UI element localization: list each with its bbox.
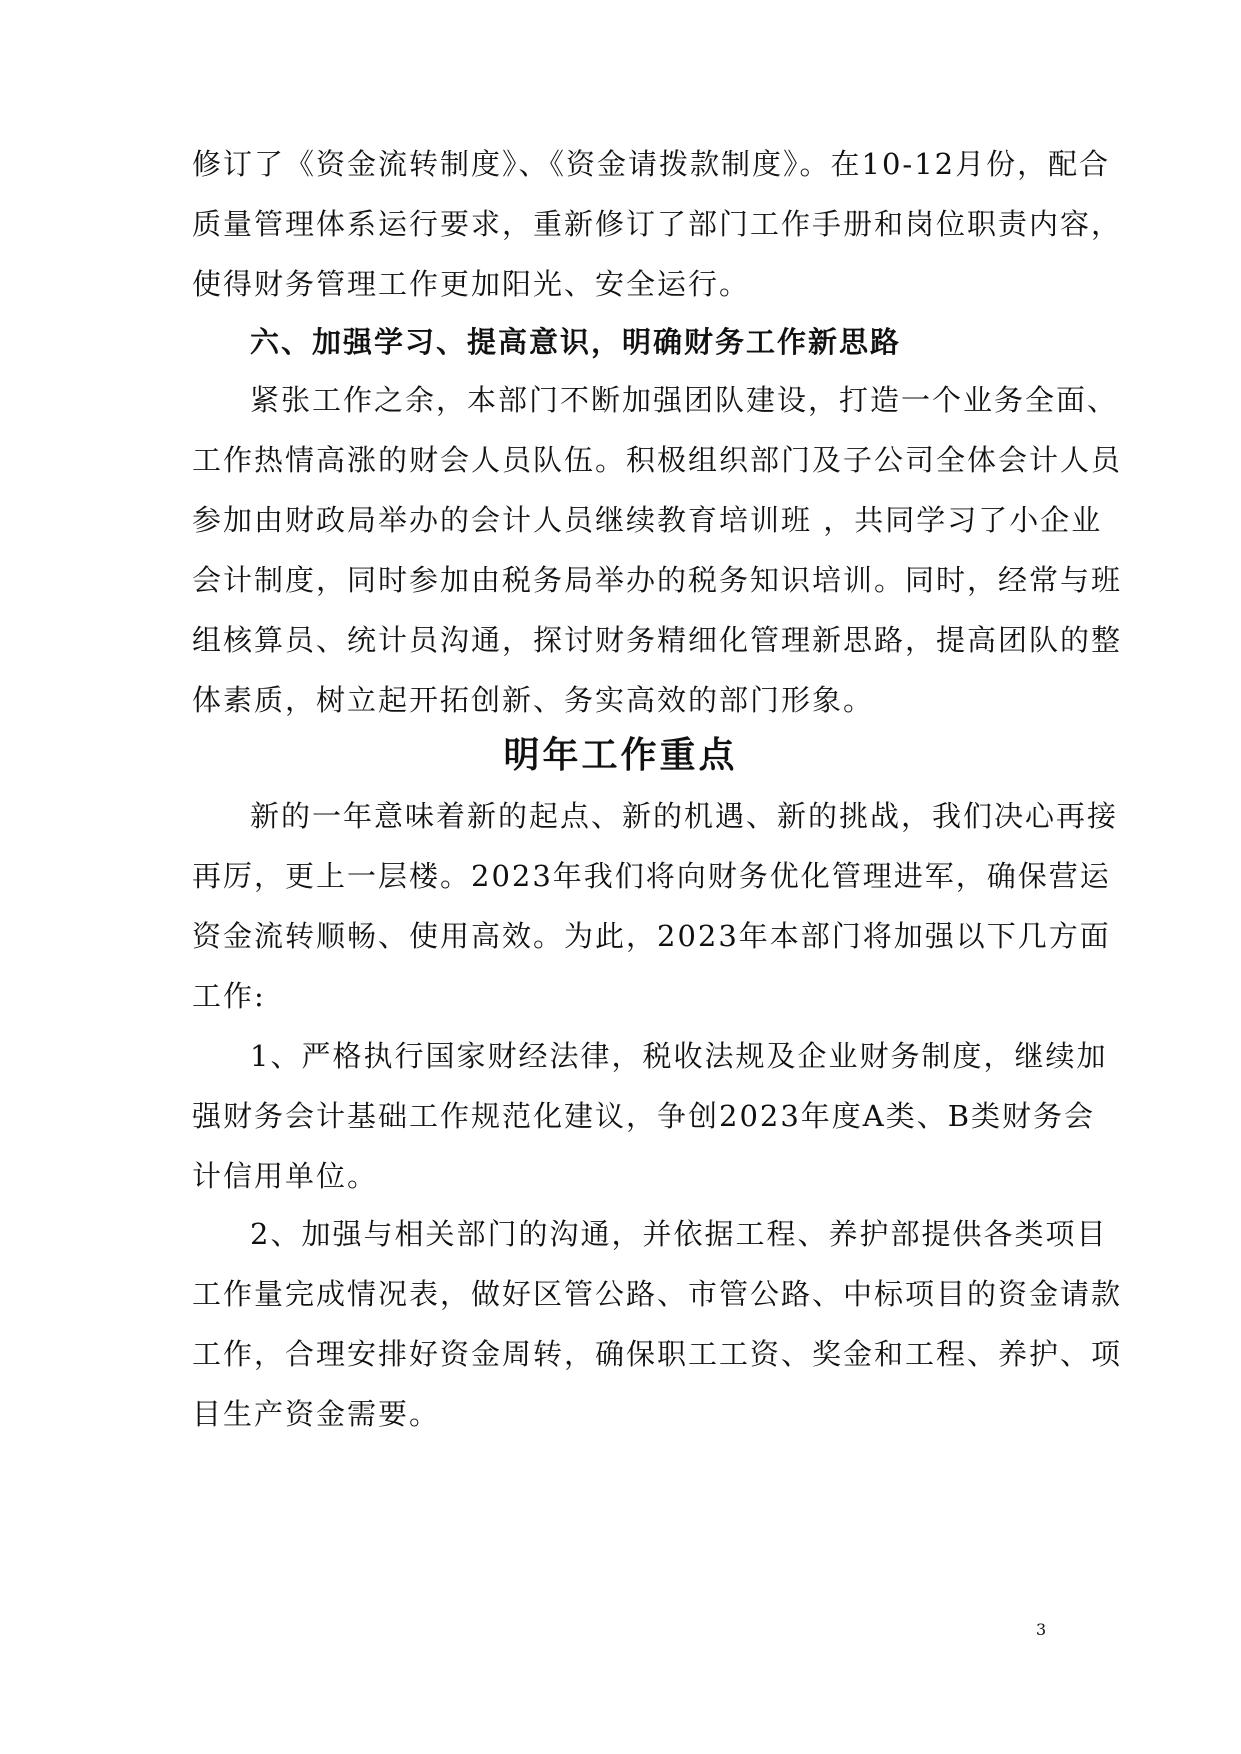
section-heading: 六、加强学习、提高意识，明确财务工作新思路 — [250, 325, 902, 359]
text-line: 工作量完成情况表，做好区管公路、市管公路、中标项目的资金请款 — [192, 1277, 1123, 1311]
text-line: 修订了《资金流转制度》、《资金请拨款制度》。在10-12月份，配合 — [192, 147, 1111, 181]
text-line: 计信用单位。 — [192, 1159, 379, 1193]
text-line: 参加由财政局举办的会计人员继续教育培训班 ，共同学习了小企业 — [192, 503, 1103, 537]
page-number: 3 — [1036, 1620, 1047, 1639]
text-line: 紧张工作之余，本部门不断加强团队建设，打造一个业务全面、 — [250, 383, 1119, 417]
text-line: 使得财务管理工作更加阳光、安全运行。 — [192, 267, 751, 301]
text-line: 目生产资金需要。 — [192, 1397, 441, 1431]
text-line: 工作: — [192, 979, 266, 1013]
text-line: 工作，合理安排好资金周转，确保职工工资、奖金和工程、养护、项 — [192, 1337, 1123, 1371]
text-line: 再厉，更上一层楼。2023年我们将向财务优化管理进军，确保营运 — [192, 859, 1111, 893]
text-line: 会计制度，同时参加由税务局举办的税务知识培训。同时，经常与班 — [192, 563, 1123, 597]
text-line: 工作热情高涨的财会人员队伍。积极组织部门及子公司全体会计人员 — [192, 443, 1123, 477]
text-line: 强财务会计基础工作规范化建议，争创2023年度A类、B类财务会 — [192, 1099, 1096, 1133]
text-line: 组核算员、统计员沟通，探讨财务精细化管理新思路，提高团队的整 — [192, 623, 1123, 657]
text-line: 质量管理体系运行要求，重新修订了部门工作手册和岗位职责内容， — [192, 207, 1123, 241]
text-line: 资金流转顺畅、使用高效。为此，2023年本部门将加强以下几方面 — [192, 919, 1111, 953]
text-line: 2、加强与相关部门的沟通，并依据工程、养护部提供各类项目 — [250, 1217, 1108, 1251]
page-title: 明年工作重点 — [503, 735, 738, 776]
text-line: 1、严格执行国家财经法律，税收法规及企业财务制度，继续加 — [250, 1039, 1108, 1073]
text-line: 体素质，树立起开拓创新、务实高效的部门形象。 — [192, 683, 875, 717]
text-line: 新的一年意味着新的起点、新的机遇、新的挑战，我们决心再接 — [250, 799, 1119, 833]
